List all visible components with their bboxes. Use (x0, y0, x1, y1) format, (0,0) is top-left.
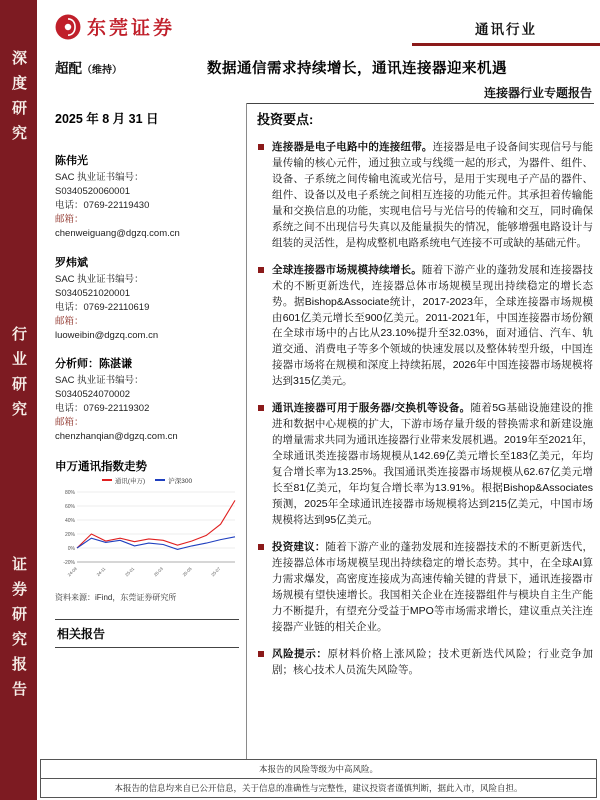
legend-item-sw-telecom (102, 476, 145, 485)
key-point-body: 随着下游产业的蓬勃发展和连接器技术的不断更新迭代，连接器总体市场规模呈现出持续稳定的增长态势。其中，在全球AI算力需求爆发，高密度连接成为高速传输关键的背景下，通讯连接器市场规模有望快速增长。我国相关企业在连接器组件与模块自主生产能力不断提升，有望充分受益于MPO等市场需求增长，建议重点关注连接器产业链的相关企业。 (272, 540, 594, 633)
key-point-body: 随着5G基础设施建设的推进和数据中心规模的扩大，下游市场存量升级的替换需求和新建设施的增量需求共同为通讯连接器行业带来发展机遇。2019年至2021年，全球通讯类连接器市场规模从142.69亿美元增长至183亿美元，年均复合增长率为13.25%。我国通讯类连接器市场规模从62.67亿美元增长至81亿美元，年均复合增长率为13.91%。根据Bishop&Associates预测，2025年全球通讯连接器市场规模将达到215亿美元，中国市场规模将达到95亿美元。 (272, 402, 593, 526)
legend-item-csi300 (155, 476, 192, 485)
rating-value: 超配 (55, 61, 82, 76)
left-column (55, 109, 239, 648)
industry-tag-block (412, 18, 600, 46)
analyst-name: 陈伟光 (55, 155, 88, 167)
analyst-email: luoweibin@dgzq.com.cn (55, 329, 159, 341)
analyst-block (55, 356, 239, 445)
svg-text:60%: 60% (64, 503, 75, 510)
analyst-block (55, 255, 239, 344)
analyst-email: chenweiguang@dgzq.com.cn (55, 228, 180, 240)
risk-warning-item (257, 647, 593, 679)
analyst-cert-number: S0340521020001 (55, 287, 131, 299)
legend-swatch-icon (155, 479, 165, 481)
analyst-phone: 电话：0769-22110619 (55, 301, 150, 313)
chart-legend (55, 476, 239, 485)
sidebar-section-securities-report: 证券研究报告 (10, 556, 27, 706)
key-point-title: 通讯连接器可用于服务器/交换机等设备。 (272, 402, 471, 415)
analyst-cert-label: SAC 执业证书编号： (55, 375, 144, 387)
legend-swatch-icon (102, 479, 112, 481)
analyst-block (55, 153, 239, 242)
svg-text:25-05: 25-05 (181, 565, 193, 577)
key-point-body: 连接器是电子设备间实现信号与能量传输的核心元件，通过独立或与线缆一起的形式，为器件、组件、设备、子系统之间传输电流或光信号，是用于实现电子产品的器件、组件、设备以及电子系统之间相互连接的功能元件。其承担着传输能量和交换信息的功能，实现电信号与光信号的传输和交互，同时确保系统之间不出现信号失真以及能量损失的情况，能够增强电路设计与组装的灵活性，是构成整机电路系统电气连接不可或缺的基础元件。 (272, 141, 594, 249)
bullet-square-icon (258, 267, 264, 273)
rating-badge (55, 57, 122, 77)
svg-text:24-11: 24-11 (95, 565, 107, 577)
disclaimer-note: 本报告的信息均来自已公开信息，关于信息的准确性与完整性，建议投资者谨慎判断，据此入市，风险自担。 (114, 783, 523, 793)
analyst-email-label: 邮箱： (55, 214, 84, 226)
risk-warning-title: 风险提示： (272, 647, 328, 660)
analyst-cert-number: S0340524070002 (55, 389, 131, 401)
key-point-item (257, 140, 593, 252)
analyst-cert-number: S0340520060001 (55, 186, 131, 198)
key-point-body: 随着下游产业的蓬勃发展和连接器技术的不断更新迭代，连接器总体市场规模呈现出持续稳定的增长态势。据Bishop&Associate统计，2017-2023年，全球连接器市场规模由601亿美元增长至900亿美元。2011-2021年，中国连接器市场份额在全球市场中的占比从23.10%提升至32.03%，面对通信、汽车、轨道交通、消费电子等多个领域的快速发展以及整体转型升级，中国连接器市场将在规模和深度上持续拓展，2026年中国连接器市场规模将达到315亿美元。 (272, 263, 594, 388)
sidebar (0, 0, 37, 800)
industry-underline (412, 43, 600, 46)
report-title: 数据通信需求持续增长，通讯连接器迎来机遇 (207, 61, 507, 77)
rating-status: （维持） (82, 65, 122, 76)
title-row (55, 57, 592, 78)
key-point-item (257, 540, 593, 636)
main-column (257, 109, 593, 690)
key-point-item (257, 401, 593, 529)
analyst-email-label: 邮箱： (55, 417, 84, 429)
related-reports-heading: 相关报告 (55, 619, 239, 648)
chart-source: 资料来源：iFind，东莞证券研究所 (55, 592, 177, 602)
svg-text:80%: 80% (64, 489, 75, 496)
svg-text:0%: 0% (67, 545, 75, 552)
brand-logo (55, 13, 175, 40)
column-divider (246, 103, 247, 759)
index-trend-chart-block (55, 458, 239, 603)
analyst-phone: 电话：0769-22119430 (55, 200, 150, 212)
header-divider (246, 103, 594, 104)
bullet-square-icon (258, 544, 264, 550)
key-point-item (257, 263, 593, 391)
svg-text:20%: 20% (64, 531, 75, 538)
bullet-square-icon (258, 405, 264, 411)
disclaimer-box (40, 759, 597, 798)
svg-text:25-07: 25-07 (210, 565, 222, 577)
sidebar-section-industry-research: 行业研究 (10, 326, 27, 426)
line-chart (55, 486, 239, 589)
svg-text:-20%: -20% (63, 559, 75, 566)
svg-text:25-03: 25-03 (152, 565, 164, 577)
sidebar-section-depth-research: 深度研究 (10, 50, 27, 150)
analyst-name: 罗炜斌 (55, 256, 88, 269)
brand-seal-icon (55, 14, 81, 40)
legend-label: 沪深300 (168, 477, 193, 485)
key-point-title: 全球连接器市场规模持续增长。 (272, 263, 422, 276)
bullet-square-icon (258, 144, 264, 150)
legend-label: 通讯(申万) (114, 477, 146, 485)
svg-text:40%: 40% (64, 517, 75, 524)
analyst-email-label: 邮箱： (55, 315, 84, 327)
bullet-square-icon (258, 651, 264, 657)
chart-title: 申万通讯指数走势 (55, 460, 147, 473)
brand-name: 东莞证券 (87, 18, 176, 39)
svg-text:24-09: 24-09 (66, 565, 78, 577)
key-point-title: 投资建议： (272, 540, 326, 553)
risk-warning-body: 原材料价格上涨风险；技术更新迭代风险；行业竞争加剧；核心技术人员流失风险等。 (272, 647, 594, 676)
key-points-heading: 投资要点: (257, 112, 314, 127)
report-type: 连接器行业专题报告 (483, 86, 592, 100)
analyst-phone: 电话：0769-22119302 (55, 403, 150, 415)
analyst-email: chenzhanqian@dgzq.com.cn (55, 431, 178, 443)
report-date: 2025 年 8 月 31 日 (55, 112, 159, 126)
risk-level-note: 本报告的风险等级为中高风险。 (41, 760, 596, 779)
analyst-cert-label: SAC 执业证书编号： (55, 273, 144, 285)
svg-text:25-01: 25-01 (124, 565, 136, 577)
key-point-title: 连接器是电子电路中的连接纽带。 (272, 141, 433, 153)
industry-name: 通讯行业 (475, 22, 537, 37)
analyst-cert-label: SAC 执业证书编号： (55, 172, 144, 184)
report-content (37, 0, 600, 800)
analyst-name: 分析师：陈湛谦 (55, 358, 132, 370)
